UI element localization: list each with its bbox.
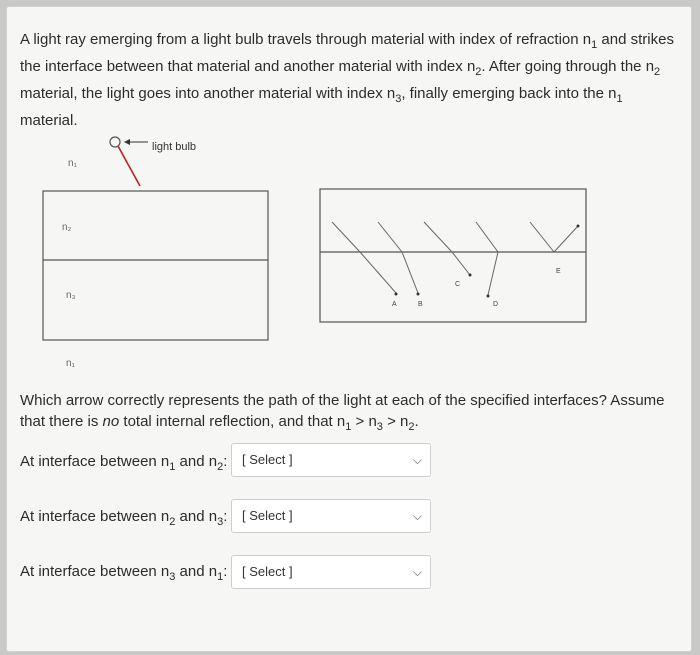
n3-label: n₃ [66, 290, 76, 301]
interface-label-1: At interface between $n_1$ and $n_2$: [20, 453, 228, 473]
interface-label-2: At interface between $n_2$ and $n_3$: [20, 508, 228, 528]
question-text: A light ray emerging from a light bulb travels through material with index of refraction $n_1$ and strikes the interface between that material and another material with index $n_2$. After going through the $n_2$ material, the light goes into another material with index $n_3$, finally emerging back into the $n_1$ material. [20, 31, 674, 129]
select-value-2: [ Select ] [242, 508, 293, 523]
interface-label-3: At interface between $n_3$ and $n_1$: [20, 563, 228, 583]
label-d: D [493, 301, 499, 308]
slab [43, 191, 268, 340]
label-c: C [455, 281, 461, 288]
arrow-e [554, 226, 578, 252]
chevron-down-icon: ⌵ [412, 453, 422, 467]
incident-ray-e [530, 222, 554, 252]
incident-ray-a [332, 222, 360, 252]
bulb-label: light bulb [152, 141, 197, 153]
select-value-1: [ Select ] [242, 452, 293, 467]
arrow-d [488, 252, 498, 295]
chevron-down-icon: ⌵ [412, 509, 422, 523]
n2-label: n₂ [62, 222, 72, 233]
incident-ray-c [424, 222, 452, 252]
sub-question: Which arrow correctly represents the path of the light at each of the specified interfaces? Assume that there is no total internal reflection, and that $n_1 > n_3 > n_2$. [20, 392, 665, 433]
interface-2-select[interactable] [231, 499, 431, 533]
answer-box [320, 189, 586, 322]
label-a: A [392, 301, 397, 308]
arrow-c [452, 252, 470, 275]
n1-bottom-label: n₁ [66, 358, 75, 369]
n1-top-label: n₁ [68, 158, 77, 169]
light-ray [118, 146, 140, 186]
incident-ray-d [476, 222, 498, 252]
incident-ray-b [378, 222, 402, 252]
interface-3-select[interactable] [231, 555, 431, 589]
arrow-a [360, 252, 396, 293]
left-diagram [43, 137, 268, 369]
label-b: B [418, 301, 423, 308]
select-value-3: [ Select ] [242, 564, 293, 579]
right-diagram [320, 189, 586, 322]
chevron-down-icon: ⌵ [412, 565, 422, 579]
interface-1-select[interactable] [231, 443, 431, 477]
light-bulb-icon [110, 137, 120, 147]
label-e: E [556, 268, 561, 275]
arrow-b [402, 252, 418, 293]
